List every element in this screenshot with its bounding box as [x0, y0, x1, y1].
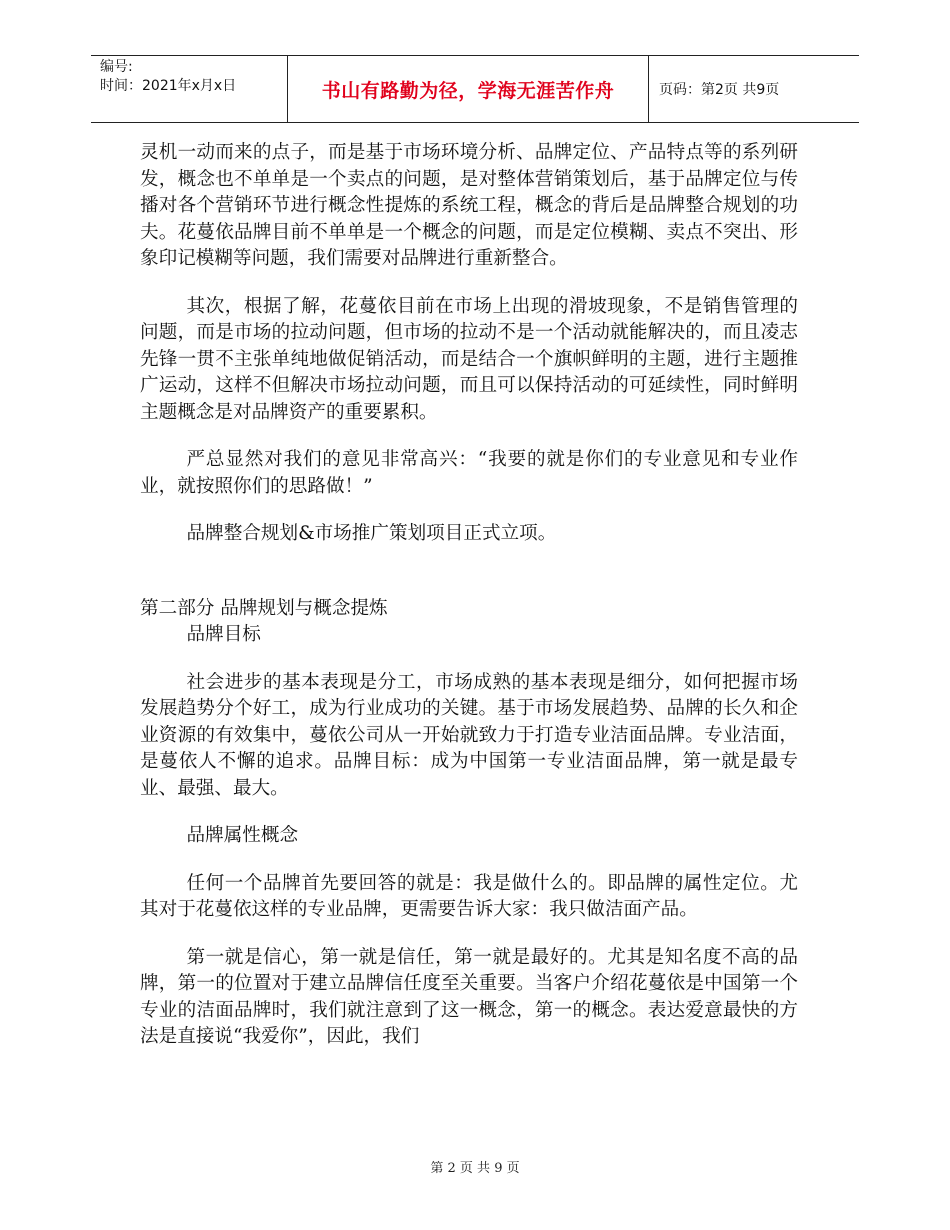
page-footer: 第 2 页 共 9 页	[430, 1161, 520, 1176]
header-motto: 书山有路勤为径，学海无涯苦作舟	[321, 79, 615, 102]
page-header	[91, 55, 859, 123]
subheading-brand-goal: 品牌目标	[186, 624, 261, 645]
paragraph-3: 严总显然对我们的意见非常高兴：“我要的就是你们的专业意见和专业作业，就按照你们的思路做！”	[140, 449, 798, 497]
paragraph-2: 其次，根据了解，花蔓依目前在市场上出现的滑坡现象，不是销售管理的问题，而是市场的拉动问题，但市场的拉动不是一个活动就能解决的，而且凌志先锋一贯不主张单纯地做促销活动，而是结合一个旗帜鲜明的主题，进行主题推广运动，这样不但解决市场拉动问题，而且可以保持活动的可延续性，同时鲜明主题概念是对品牌资产的重要累积。	[140, 295, 798, 423]
subheading-brand-attribute: 品牌属性概念	[186, 825, 299, 846]
paragraph-1: 灵机一动而来的点子，而是基于市场环境分析、品牌定位、产品特点等的系列研发，概念也不单单是一个卖点的问题，是对整体营销策划后，基于品牌定位与传播对各个营销环节进行概念性提炼的系统工程，概念的背后是品牌整合规划的功夫。花蔓依品牌目前不单单是一个概念的问题，而是定位模糊、卖点不突出、形象印记模糊等问题，我们需要对品牌进行重新整合。	[140, 142, 798, 269]
header-meta	[100, 58, 278, 96]
number-label: 编号:	[100, 59, 133, 75]
paragraph-7: 第一就是信心，第一就是信任，第一就是最好的。尤其是知名度不高的品牌，第一的位置对于建立品牌信任度至关重要。当客户介绍花蔓依是中国第一个专业的洁面品牌时，我们就注意到了这一概念，第一的概念。表达爱意最快的方法是直接说“我爱你”，因此，我们	[140, 946, 798, 1047]
header-page-info: 页码：第2页 共9页	[659, 82, 780, 98]
paragraph-5: 社会进步的基本表现是分工，市场成熟的基本表现是细分，如何把握市场发展趋势分个好工，成为行业成功的关键。基于市场发展趋势、品牌的长久和企业资源的有效集中，蔓依公司从一开始就致力于打造专业洁面品牌。专业洁面，是蔓依人不懈的追求。品牌目标：成为中国第一专业洁面品牌，第一就是最专业、最强、最大。	[140, 671, 798, 799]
header-motto-cell	[287, 56, 649, 122]
section-title: 第二部分 品牌规划与概念提炼	[140, 597, 388, 619]
paragraph-4: 品牌整合规划&市场推广策划项目正式立项。	[186, 523, 557, 544]
time-label: 时间：2021年x月x日	[100, 78, 237, 94]
paragraph-6: 任何一个品牌首先要回答的就是：我是做什么的。即品牌的属性定位。尤其对于花蔓依这样的专业品牌，更需要告诉大家：我只做洁面产品。	[140, 872, 798, 920]
document-body	[140, 140, 798, 1051]
